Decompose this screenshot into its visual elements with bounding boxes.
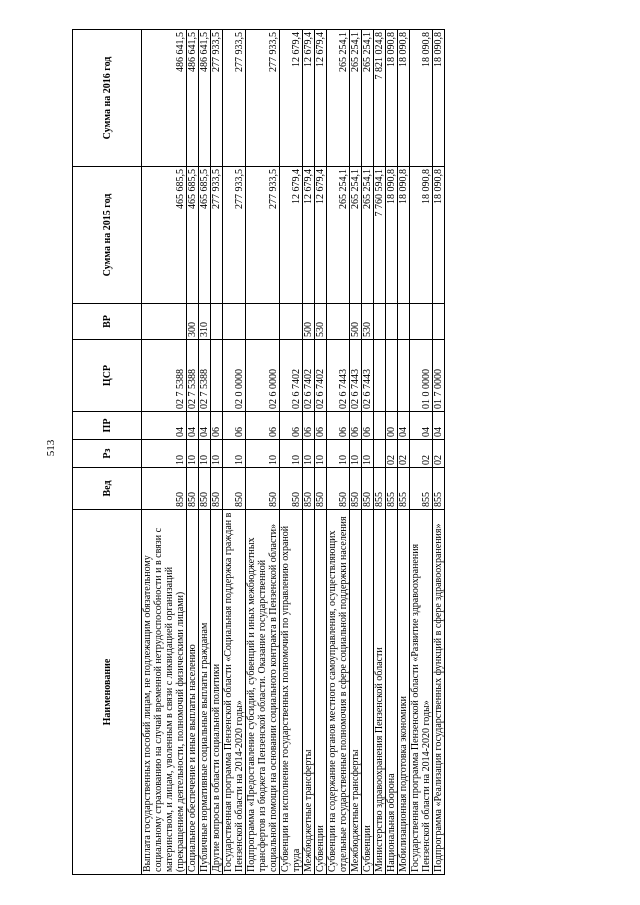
cell-sum-2015: 12 679,4	[303, 167, 315, 304]
cell-vr	[223, 304, 246, 340]
cell-name: Министерство здравоохранения Пензенской области	[374, 510, 386, 875]
cell-vr	[398, 304, 410, 340]
cell-rz: 10	[199, 440, 211, 468]
cell-rz: 10	[246, 440, 280, 468]
cell-csr: 02 6 0000	[246, 340, 280, 412]
cell-sum-2016: 277 933,5	[211, 30, 223, 167]
cell-rz: 10	[187, 440, 199, 468]
cell-rz: 10	[350, 440, 362, 468]
cell-csr	[374, 340, 386, 412]
cell-rz: 10	[327, 440, 350, 468]
cell-csr: 02 7 5388	[142, 340, 187, 412]
column-header-name: Наименование	[73, 510, 142, 875]
table-row	[362, 30, 374, 875]
cell-pr: 06	[223, 412, 246, 440]
cell-rz: 10	[315, 440, 327, 468]
cell-sum-2016: 18 090,8	[410, 30, 433, 167]
cell-sum-2016: 7 821 024,8	[374, 30, 386, 167]
cell-pr: 04	[187, 412, 199, 440]
cell-pr: 06	[350, 412, 362, 440]
cell-csr: 02 6 7402	[303, 340, 315, 412]
cell-sum-2015: 12 679,4	[280, 167, 303, 304]
cell-ved: 850	[199, 468, 211, 510]
cell-sum-2016: 486 641,5	[142, 30, 187, 167]
cell-sum-2016: 265 254,1	[362, 30, 374, 167]
cell-sum-2015: 265 254,1	[327, 167, 350, 304]
cell-sum-2016: 486 641,5	[187, 30, 199, 167]
cell-name: Подпрограмма «Реализация государственных функций в сфере здравоохранения»	[433, 510, 445, 875]
column-header-pr: ПР	[73, 412, 142, 440]
table-row	[315, 30, 327, 875]
column-header-csr: ЦСР	[73, 340, 142, 412]
cell-rz: 10	[280, 440, 303, 468]
cell-ved: 850	[211, 468, 223, 510]
cell-vr	[410, 304, 433, 340]
cell-rz: 02	[410, 440, 433, 468]
cell-vr: 500	[303, 304, 315, 340]
cell-csr: 02 6 7443	[362, 340, 374, 412]
table-row	[374, 30, 386, 875]
cell-pr: 04	[398, 412, 410, 440]
table-row	[211, 30, 223, 875]
cell-name: Государственная программа Пензенской области «Социальная поддержка граждан в Пензенской области на 2014-2020 годы»	[223, 510, 246, 875]
cell-pr: 06	[362, 412, 374, 440]
cell-sum-2015: 18 090,8	[398, 167, 410, 304]
cell-ved: 850	[327, 468, 350, 510]
cell-name: Выплата государственных пособий лицам, не подлежащим обязательному социальному страхованию на случай временной нетрудоспособности и в связи с материнством, и лицам, уволенным в связи с ликвидацией организаций (прекращением деятельности, полномочий физическими лицами)	[142, 510, 187, 875]
cell-name: Другие вопросы в области социальной политики	[211, 510, 223, 875]
cell-sum-2015: 277 933,5	[223, 167, 246, 304]
cell-csr: 02 7 5388	[199, 340, 211, 412]
cell-pr: 04	[410, 412, 433, 440]
header-row	[73, 30, 142, 875]
cell-vr: 530	[315, 304, 327, 340]
cell-csr: 01 7 0000	[433, 340, 445, 412]
column-header-vr: ВР	[73, 304, 142, 340]
cell-csr: 02 6 7443	[350, 340, 362, 412]
cell-pr: 00	[386, 412, 398, 440]
column-header-ved: Вед	[73, 468, 142, 510]
cell-sum-2016: 18 090,8	[398, 30, 410, 167]
cell-vr	[280, 304, 303, 340]
cell-vr	[142, 304, 187, 340]
cell-ved: 850	[223, 468, 246, 510]
cell-ved: 850	[142, 468, 187, 510]
cell-ved: 850	[362, 468, 374, 510]
table-row	[398, 30, 410, 875]
column-header-sum-2016: Сумма на 2016 год	[73, 30, 142, 167]
cell-rz: 10	[223, 440, 246, 468]
cell-vr	[374, 304, 386, 340]
cell-sum-2016: 12 679,4	[303, 30, 315, 167]
cell-sum-2015: 465 685,5	[187, 167, 199, 304]
cell-csr	[211, 340, 223, 412]
cell-csr	[398, 340, 410, 412]
cell-rz: 02	[386, 440, 398, 468]
cell-sum-2016: 12 679,4	[315, 30, 327, 167]
cell-name: Национальная оборона	[386, 510, 398, 875]
cell-pr: 06	[280, 412, 303, 440]
cell-pr: 06	[315, 412, 327, 440]
cell-rz	[374, 440, 386, 468]
table-row	[350, 30, 362, 875]
table-row	[303, 30, 315, 875]
cell-rz: 02	[398, 440, 410, 468]
cell-sum-2016: 277 933,5	[246, 30, 280, 167]
cell-ved: 850	[303, 468, 315, 510]
table-row	[142, 30, 187, 875]
cell-sum-2015: 465 685,5	[199, 167, 211, 304]
page-number: 513	[45, 439, 57, 457]
cell-ved: 855	[410, 468, 433, 510]
cell-csr	[386, 340, 398, 412]
cell-vr: 310	[199, 304, 211, 340]
table-row	[199, 30, 211, 875]
cell-name: Мобилизационная подготовка экономики	[398, 510, 410, 875]
cell-name: Межбюджетные трансферты	[303, 510, 315, 875]
cell-ved: 850	[187, 468, 199, 510]
cell-rz: 10	[362, 440, 374, 468]
cell-name: Подпрограмма «Предоставление субсидий, субвенций и иных межбюджетных трансфертов из бюджета Пензенской области. Оказание государственной социальной помощи на основании социального контракта в Пензенской области»	[246, 510, 280, 875]
cell-ved: 850	[315, 468, 327, 510]
cell-sum-2016: 486 641,5	[199, 30, 211, 167]
table-row	[246, 30, 280, 875]
table-row	[386, 30, 398, 875]
cell-pr: 04	[433, 412, 445, 440]
cell-sum-2015: 265 254,1	[362, 167, 374, 304]
cell-name: Социальное обеспечение и иные выплаты населению	[187, 510, 199, 875]
cell-name: Субвенции на исполнение государственных полномочий по управлению охраной труда	[280, 510, 303, 875]
cell-vr: 530	[362, 304, 374, 340]
cell-sum-2016: 18 090,8	[433, 30, 445, 167]
cell-ved: 850	[246, 468, 280, 510]
cell-sum-2016: 12 679,4	[280, 30, 303, 167]
cell-sum-2016: 18 090,8	[386, 30, 398, 167]
column-header-rz: Рз	[73, 440, 142, 468]
cell-vr	[327, 304, 350, 340]
rotated-table-container	[72, 30, 445, 875]
cell-sum-2016: 277 933,5	[223, 30, 246, 167]
cell-sum-2015: 7 760 594,1	[374, 167, 386, 304]
cell-ved: 850	[280, 468, 303, 510]
cell-ved: 855	[433, 468, 445, 510]
table-body	[142, 30, 445, 875]
cell-vr: 300	[187, 304, 199, 340]
cell-csr: 02 6 7443	[327, 340, 350, 412]
cell-pr: 04	[199, 412, 211, 440]
cell-vr: 500	[350, 304, 362, 340]
cell-name: Субвенции на содержание органов местного самоуправления, осуществляющих отдельные государственные полномочия в сфере социальной поддержки населения	[327, 510, 350, 875]
cell-sum-2015: 277 933,5	[246, 167, 280, 304]
cell-name: Межбюджетные трансферты	[350, 510, 362, 875]
cell-ved: 855	[398, 468, 410, 510]
cell-csr: 02 7 5388	[187, 340, 199, 412]
cell-pr: 06	[246, 412, 280, 440]
cell-pr	[374, 412, 386, 440]
cell-rz: 10	[211, 440, 223, 468]
cell-sum-2015: 277 933,5	[211, 167, 223, 304]
cell-rz: 10	[142, 440, 187, 468]
cell-name: Государственная программа Пензенской области «Развитие здравоохранения Пензенской области на 2014-2020 годы»	[410, 510, 433, 875]
cell-csr: 02 6 7402	[280, 340, 303, 412]
cell-vr	[433, 304, 445, 340]
table-row	[327, 30, 350, 875]
cell-pr: 04	[142, 412, 187, 440]
cell-vr	[386, 304, 398, 340]
cell-sum-2015: 18 090,8	[386, 167, 398, 304]
cell-name: Субвенции	[315, 510, 327, 875]
table-row	[223, 30, 246, 875]
cell-vr	[211, 304, 223, 340]
cell-csr: 02 0 0000	[223, 340, 246, 412]
cell-ved: 855	[386, 468, 398, 510]
column-header-sum-2015: Сумма на 2015 год	[73, 167, 142, 304]
cell-sum-2016: 265 254,1	[327, 30, 350, 167]
cell-ved: 850	[350, 468, 362, 510]
table-row	[187, 30, 199, 875]
cell-csr: 02 6 7402	[315, 340, 327, 412]
cell-sum-2015: 12 679,4	[315, 167, 327, 304]
cell-rz: 02	[433, 440, 445, 468]
budget-table	[72, 29, 445, 875]
cell-csr: 01 0 0000	[410, 340, 433, 412]
cell-pr: 06	[327, 412, 350, 440]
cell-sum-2016: 265 254,1	[350, 30, 362, 167]
cell-pr: 06	[303, 412, 315, 440]
table-row	[433, 30, 445, 875]
cell-sum-2015: 18 090,8	[433, 167, 445, 304]
cell-pr: 06	[211, 412, 223, 440]
cell-vr	[246, 304, 280, 340]
table-row	[280, 30, 303, 875]
cell-name: Субвенции	[362, 510, 374, 875]
table-row	[410, 30, 433, 875]
cell-rz: 10	[303, 440, 315, 468]
cell-sum-2015: 465 685,5	[142, 167, 187, 304]
cell-sum-2015: 265 254,1	[350, 167, 362, 304]
cell-name: Публичные нормативные социальные выплаты гражданам	[199, 510, 211, 875]
cell-sum-2015: 18 090,8	[410, 167, 433, 304]
cell-ved: 855	[374, 468, 386, 510]
